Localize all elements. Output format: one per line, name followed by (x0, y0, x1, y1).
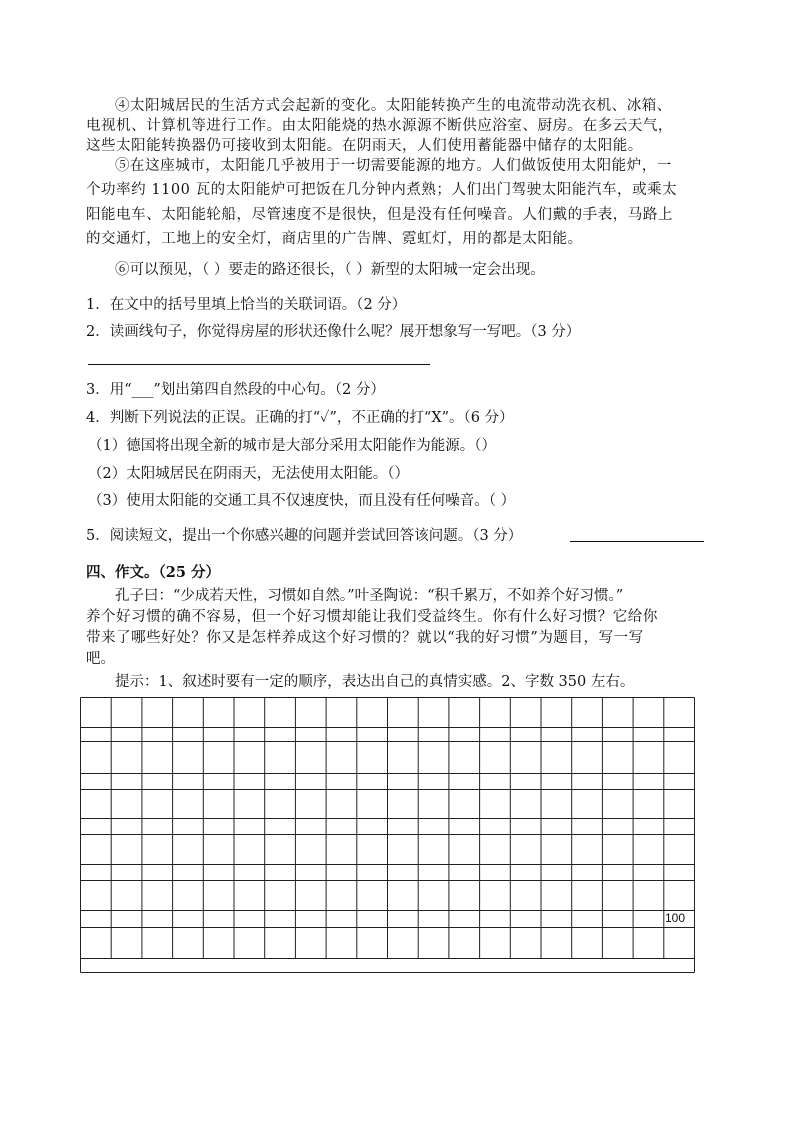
question-3: 3．用“___”划出第四自然段的中心句。（2 分） (86, 382, 385, 398)
composition-prompt-line-3: 带来了哪些好处？你又是怎样养成这个好习惯的？就以“我的好习惯”为题目，写一写 (86, 630, 644, 646)
grid-marker-100: 100 (665, 911, 686, 925)
question-4-item-2: （2）太阳城居民在阴雨天，无法使用太阳能。（） (88, 466, 409, 482)
composition-prompt-line-1: 孔子曰：“少成若天性，习惯如自然。”叶圣陶说：“积千累万，不如养个好习惯。” (115, 588, 624, 604)
question-4-item-1: （1）德国将出现全新的城市是大部分采用太阳能作为能源。（） (88, 438, 496, 454)
passage-p5-line-2: 个功率约 1100 瓦的太阳能炉可把饭在几分钟内煮熟；人们出门驾驶太阳能汽车，或乘太 (86, 182, 678, 198)
passage-p5-line-3: 阳能电车、太阳能轮船，尽管速度不是很快，但是没有任何噪音。人们戴的手表，马路上 (86, 207, 673, 223)
question-5: 5．阅读短文，提出一个你感兴趣的问题并尝试回答该问题。（3 分） (86, 528, 523, 544)
passage-p4-line-1: ④太阳城居民的生活方式会起新的变化。太阳能转换产生的电流带动洗衣机、冰箱、 (115, 98, 672, 114)
composition-heading: 四、作文。（25 分） (86, 564, 220, 581)
composition-prompt-line-2: 养个好习惯的确不容易，但一个好习惯却能让我们受益终生。你有什么好习惯？它给你 (86, 609, 658, 625)
passage-p5-line-1: ⑤在这座城市，太阳能几乎被用于一切需要能源的地方。人们做饭使用太阳能炉，一 (115, 158, 672, 174)
question-1: 1．在文中的括号里填上恰当的关联词语。（2 分） (86, 297, 407, 313)
writing-grid[interactable] (80, 697, 696, 975)
passage-p4-line-3: 这些太阳能转换器仍可接收到太阳能。在阴雨天，人们使用蓄能器中储存的太阳能。 (86, 138, 643, 154)
passage-p5-line-4: 的交通灯，工地上的安全灯，商店里的广告牌、霓虹灯，用的都是太阳能。 (86, 231, 583, 247)
question-4: 4．判断下列说法的正误。正确的打“✓”，不正确的打“X”。（6 分） (86, 410, 514, 426)
answer-line-q5[interactable] (570, 541, 704, 542)
passage-p6: ⑥可以预见，（ ）要走的路还很长，（ ）新型的太阳城一定会出现。 (115, 262, 545, 278)
answer-line-q2[interactable] (88, 364, 430, 365)
composition-hint: 提示：1、叙述时要有一定的顺序，表达出自己的真情实感。2、字数 350 左右。 (115, 674, 635, 690)
question-2: 2．读画线句子，你觉得房屋的形状还像什么呢？展开想象写一写吧。（3 分） (86, 324, 581, 340)
passage-p4-line-2: 电视机、计算机等进行工作。由太阳能烧的热水源源不断供应浴室、厨房。在多云天气， (86, 118, 673, 134)
composition-prompt-line-4: 吧。 (86, 651, 115, 667)
question-4-item-3: （3）使用太阳能的交通工具不仅速度快，而且没有任何噪音。（ ） (88, 493, 516, 509)
